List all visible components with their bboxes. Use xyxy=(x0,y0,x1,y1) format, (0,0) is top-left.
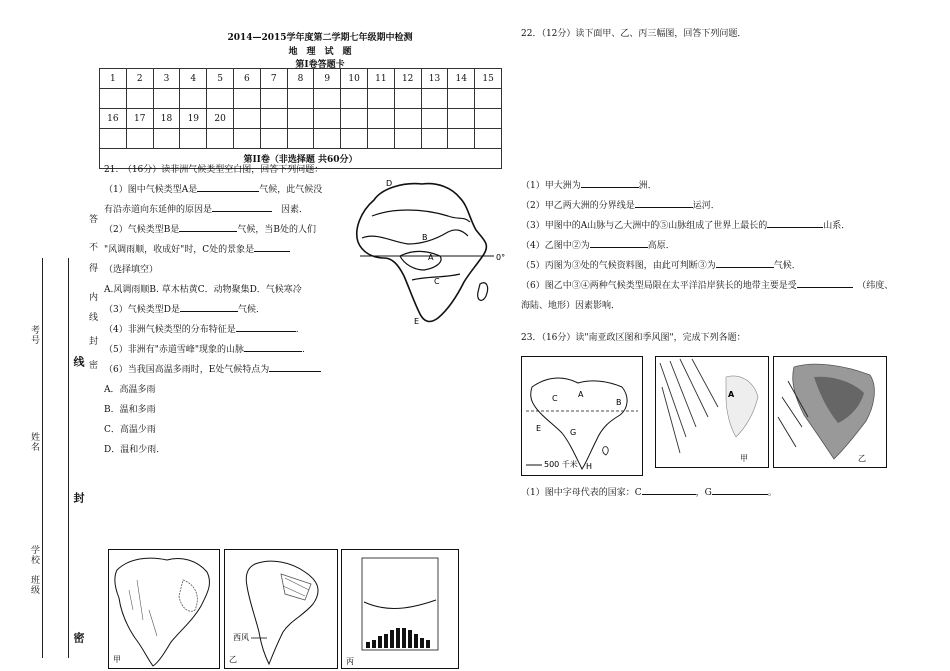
answer-box[interactable] xyxy=(180,89,207,109)
africa-outline xyxy=(357,184,487,322)
answer-box[interactable] xyxy=(100,89,127,109)
table-cell: 6 xyxy=(233,69,260,89)
map-south-asia-political xyxy=(521,356,643,476)
answer-blank[interactable] xyxy=(767,218,823,228)
map-label-jia-monsoon: 甲 xyxy=(740,454,748,463)
map-label-b: B xyxy=(616,398,622,407)
map-label-bing: 丙 xyxy=(346,657,354,666)
table-cell xyxy=(394,129,421,149)
map-label-a: A xyxy=(428,253,434,262)
table-cell xyxy=(287,109,314,129)
table-cell: 3 xyxy=(153,69,180,89)
table-row xyxy=(100,129,502,149)
seal-char-1: 答 xyxy=(87,214,97,224)
q23-intro: 23．（16分）读"南亚政区图和季风图"，完成下列各题： xyxy=(521,333,746,343)
map-label-h: H xyxy=(586,462,593,471)
map-label-equator: 0° xyxy=(496,253,506,262)
table-cell: 12 xyxy=(394,69,421,89)
q21-item3: （3）气候类型D是 气候． xyxy=(104,300,354,320)
table-row xyxy=(100,109,502,129)
map-label-jia: 甲 xyxy=(113,655,121,664)
table-cell xyxy=(448,129,475,149)
table-cell xyxy=(314,109,341,129)
q21-item4: （4）非洲气候类型的分布特征是 . xyxy=(104,320,354,340)
answer-box[interactable] xyxy=(394,89,421,109)
table-cell xyxy=(260,129,287,149)
answer-box[interactable] xyxy=(180,129,207,149)
table-cell xyxy=(421,129,448,149)
chart-bing-climate xyxy=(341,549,459,669)
table-cell: 15 xyxy=(475,69,502,89)
table-cell: 1 xyxy=(100,69,127,89)
answer-blank[interactable] xyxy=(179,222,237,232)
q22-item4: （4）乙图中②为 高原． xyxy=(521,236,931,256)
answer-box[interactable] xyxy=(153,129,180,149)
table-cell: 8 xyxy=(287,69,314,89)
map-scale: 500 千米 xyxy=(544,460,578,469)
exam-title: 2014—2015学年度第二学期七年级期中检测 xyxy=(227,33,413,43)
table-cell xyxy=(341,129,368,149)
question-23 xyxy=(521,483,931,503)
answer-box[interactable] xyxy=(314,89,341,109)
subject-title: 地 理 试 题 xyxy=(288,47,352,57)
seal-big-secret: 密 xyxy=(72,632,85,644)
question-22 xyxy=(521,176,931,316)
table-cell: 16 xyxy=(100,109,127,129)
answer-blank[interactable] xyxy=(581,178,639,188)
q21-item2-cont: "风调雨顺，收成好"时，C处的景象是 xyxy=(104,240,354,260)
q21-item6: （6）当我国高温多雨时，E处气候特点为 xyxy=(104,360,354,380)
table-cell: 9 xyxy=(314,69,341,89)
q23-item1: （1）图中字母代表的国家：C ，G 。 xyxy=(521,483,931,503)
answer-box[interactable] xyxy=(100,129,127,149)
map-label-yi: 乙 xyxy=(229,655,237,664)
table-cell xyxy=(367,109,394,129)
table-cell: 2 xyxy=(126,69,153,89)
table-cell: 4 xyxy=(180,69,207,89)
map-label-e: E xyxy=(536,424,542,433)
question-22-intro xyxy=(521,24,931,44)
map-label-c: C xyxy=(552,394,558,403)
answer-blank[interactable] xyxy=(716,258,774,268)
answer-box[interactable] xyxy=(421,89,448,109)
table-cell xyxy=(394,109,421,129)
table-cell xyxy=(367,129,394,149)
map-label-c: C xyxy=(434,277,440,286)
seal-char-3: 得 xyxy=(87,263,97,273)
q21-option-d: D．温和少雨． xyxy=(104,445,166,455)
table-cell xyxy=(448,109,475,129)
question-23-intro xyxy=(521,328,931,348)
label-school-class: 学校 班级 xyxy=(29,545,39,595)
answer-box[interactable] xyxy=(341,89,368,109)
table-cell: 14 xyxy=(448,69,475,89)
table-cell xyxy=(314,129,341,149)
map-label-yi-monsoon: 乙 xyxy=(858,454,866,463)
seal-big-line: 线 xyxy=(72,356,85,368)
answer-card-title: 第Ⅰ卷答题卡 xyxy=(295,60,345,70)
seal-char-6: 封 xyxy=(87,336,97,346)
q21-item2-note: （选择填空） xyxy=(104,265,159,275)
table-cell: 19 xyxy=(180,109,207,129)
map-label-g: G xyxy=(570,428,577,437)
answer-blank[interactable] xyxy=(590,238,648,248)
answer-box[interactable] xyxy=(260,89,287,109)
binding-line-inner xyxy=(68,258,69,658)
q22-item1: （1）甲大洲为 洲． xyxy=(521,176,931,196)
seal-big-seal: 封 xyxy=(72,492,85,504)
answer-box[interactable] xyxy=(126,129,153,149)
map-monsoon-jia xyxy=(655,356,769,468)
table-cell xyxy=(421,109,448,129)
table-cell: 11 xyxy=(367,69,394,89)
table-cell xyxy=(233,109,260,129)
q21-item1-cont: 有沿赤道向东延伸的原因是 因素． xyxy=(104,200,354,220)
table-cell xyxy=(287,129,314,149)
table-row xyxy=(100,69,502,89)
map-yi-south-america xyxy=(224,549,338,669)
part2-title: 第II卷（非选择题 共60分） xyxy=(100,149,502,169)
answer-box[interactable] xyxy=(207,129,234,149)
answer-card-table xyxy=(99,68,502,169)
table-cell: 20 xyxy=(207,109,234,129)
q22-intro: 22．（12分）读下面甲、乙、丙三幅图，回答下列问题． xyxy=(521,29,747,39)
answer-blank[interactable] xyxy=(244,342,302,352)
q21-option-a: A．高温多雨 xyxy=(104,385,156,395)
table-cell xyxy=(475,109,502,129)
table-row xyxy=(100,89,502,109)
q21-item5: （5）非洲有"赤道雪峰"现象的山脉 . xyxy=(104,340,354,360)
table-cell: 5 xyxy=(207,69,234,89)
q22-item6-cont: 海陆、地形）因素影响． xyxy=(521,301,621,311)
map-label-a: A xyxy=(578,390,584,399)
answer-blank[interactable] xyxy=(180,302,238,312)
q22-item5: （5）丙图为③处的气候资料图，由此可判断③为 气候． xyxy=(521,256,931,276)
madagascar xyxy=(478,283,488,301)
question-21 xyxy=(104,160,354,460)
binding-line-outer xyxy=(42,258,43,658)
map-label-b: B xyxy=(422,233,428,242)
label-name: 姓名 xyxy=(29,432,39,452)
answer-box[interactable] xyxy=(207,89,234,109)
answer-box[interactable] xyxy=(126,89,153,109)
q21-item2: （2）气候类型B是 气候，当B处的人们 xyxy=(104,220,354,240)
africa-climate-map xyxy=(352,172,512,330)
seal-char-4: 内 xyxy=(87,292,97,302)
answer-box[interactable] xyxy=(448,89,475,109)
answer-blank[interactable] xyxy=(269,362,321,372)
zone-b-boundary xyxy=(362,230,468,244)
answer-box[interactable] xyxy=(153,89,180,109)
answer-blank[interactable] xyxy=(712,485,768,495)
zone-a-boundary xyxy=(400,252,441,271)
table-cell: 13 xyxy=(421,69,448,89)
map-label-a-monsoon: A xyxy=(728,390,735,399)
q22-item3: （3）甲图中的A山脉与乙大洲中的⑤山脉组成了世界上最长的 山系． xyxy=(521,216,931,236)
q21-option-c: C．高温少雨 xyxy=(104,425,156,435)
answer-blank[interactable] xyxy=(197,182,259,192)
table-cell: 10 xyxy=(341,69,368,89)
map-label-d: D xyxy=(386,179,393,188)
answer-blank[interactable] xyxy=(236,322,296,332)
answer-box[interactable] xyxy=(367,89,394,109)
table-cell: 7 xyxy=(260,69,287,89)
table-cell: 17 xyxy=(126,109,153,129)
map-jia-north-america xyxy=(108,549,220,669)
table-cell xyxy=(260,109,287,129)
seal-char-5: 线 xyxy=(87,312,97,322)
table-cell: 18 xyxy=(153,109,180,129)
answer-blank[interactable] xyxy=(254,242,290,252)
table-cell xyxy=(475,129,502,149)
answer-blank[interactable] xyxy=(642,485,696,495)
map-monsoon-yi xyxy=(773,356,887,468)
map-label-e: E xyxy=(414,317,420,326)
answer-blank[interactable] xyxy=(212,202,272,212)
zone-d-boundary xyxy=(372,210,470,222)
answer-box[interactable] xyxy=(287,89,314,109)
q21-item2-options: A.风调雨顺B. 草木枯黄C．动物聚集D．气候寒冷 xyxy=(104,285,302,295)
answer-blank[interactable] xyxy=(797,278,853,288)
q22-item6: （6）图乙中③④两种气候类型局限在太平洋沿岸狭长的地带主要是受 （纬度、 xyxy=(521,276,931,296)
seal-char-7: 密 xyxy=(87,360,97,370)
q21-option-b: B．温和多雨 xyxy=(104,405,156,415)
precip-bars xyxy=(366,628,430,648)
q21-item1: （1）图中气候类型A是 气候，此气候没 xyxy=(104,180,354,200)
q22-item2: （2）甲乙两大洲的分界线是 运河． xyxy=(521,196,931,216)
table-cell xyxy=(233,129,260,149)
table-cell xyxy=(341,109,368,129)
map-label-westerly: 西风 xyxy=(233,633,249,642)
q21-intro: 21. （16分）读非洲气候类型空白图，回答下列问题： xyxy=(104,165,324,175)
label-exam-number: 考号 xyxy=(29,325,39,345)
answer-blank[interactable] xyxy=(635,198,693,208)
answer-box[interactable] xyxy=(233,89,260,109)
answer-box[interactable] xyxy=(475,89,502,109)
seal-char-2: 不 xyxy=(87,242,97,252)
